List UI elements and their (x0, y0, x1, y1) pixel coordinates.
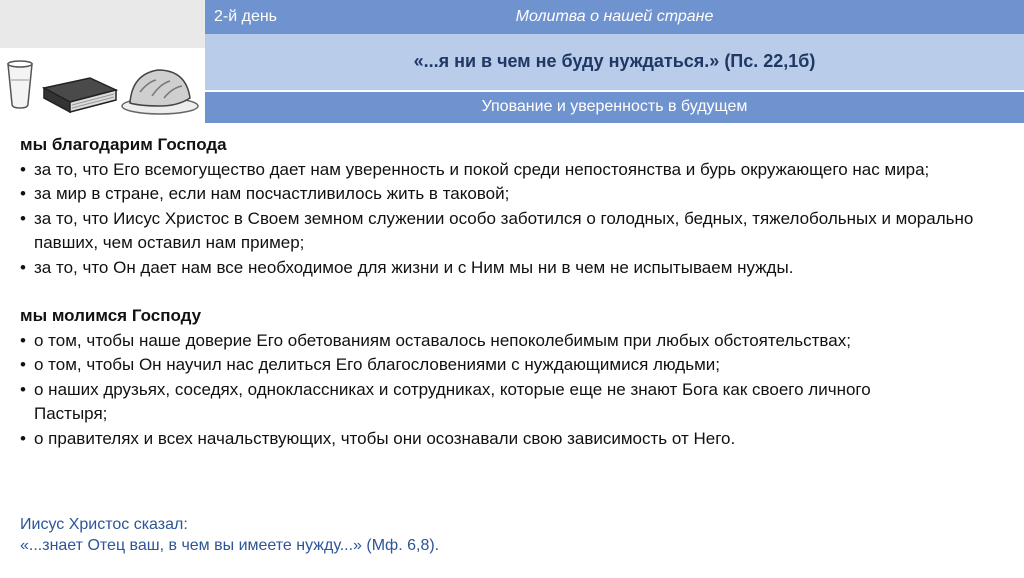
prayer-heading: мы молимся Господу (20, 306, 202, 325)
header-illustration-panel (0, 0, 205, 123)
prayer-list (20, 329, 1010, 452)
header-top-bar (205, 0, 1024, 34)
theme-title: Молитва о нашей стране (515, 8, 714, 25)
bread-icon (122, 70, 198, 114)
quote-attribution: Иисус Христос сказал: (20, 516, 188, 533)
quote-text: «...знает Отец ваш, в чем вы имеете нужду...» (Мф. 6,8). (20, 537, 440, 554)
thanks-item: • за то, что Его всемогущество дает нам уверенность и покой среди непостоянства и бурь окружающего нас мира; (20, 158, 1010, 183)
glass-book-bread-illustration (0, 48, 205, 123)
thanks-list (20, 158, 1010, 281)
day-label: 2-й день (214, 8, 278, 25)
scripture-quote (20, 514, 439, 556)
prayer-content (20, 133, 1010, 451)
thanks-item: • за то, что Он дает нам все необходимое для жизни и с Ним мы ни в чем не испытываем нужды. (20, 256, 1010, 281)
verse-text: «...я ни в чем не буду нуждаться.» (Пс. 22,1б) (413, 51, 816, 71)
subtitle-text: Упование и уверенность в будущем (481, 98, 748, 115)
subtitle-bar (205, 92, 1024, 123)
prayer-item: • о правителях и всех начальствующих, чтобы они осознавали свою зависимость от Него. (20, 427, 1010, 452)
thanks-heading: мы благодарим Господа (20, 135, 227, 154)
thanks-item: • за то, что Иисус Христос в Своем земном служении особо заботился о голодных, бедных, тяжелобольных и морально павших, чем оставил нам пример; (20, 207, 974, 256)
verse-bar (205, 34, 1024, 92)
prayer-item: • о том, чтобы наше доверие Его обетованиям оставалось непоколебимым при любых обстоятельствах; (20, 329, 1010, 354)
glass-icon (8, 61, 32, 108)
prayer-item: • о том, чтобы Он научил нас делиться Его благословениями с нуждающимися людьми; (20, 353, 1010, 378)
book-icon (44, 78, 116, 112)
thanks-item: • за мир в стране, если нам посчастливилось жить в таковой; (20, 182, 1010, 207)
prayer-item: • о наших друзьях, соседях, одноклассниках и сотрудниках, которые еще не знают Бога как своего личного Пастыря; (20, 378, 894, 427)
header-banner (205, 0, 1024, 123)
